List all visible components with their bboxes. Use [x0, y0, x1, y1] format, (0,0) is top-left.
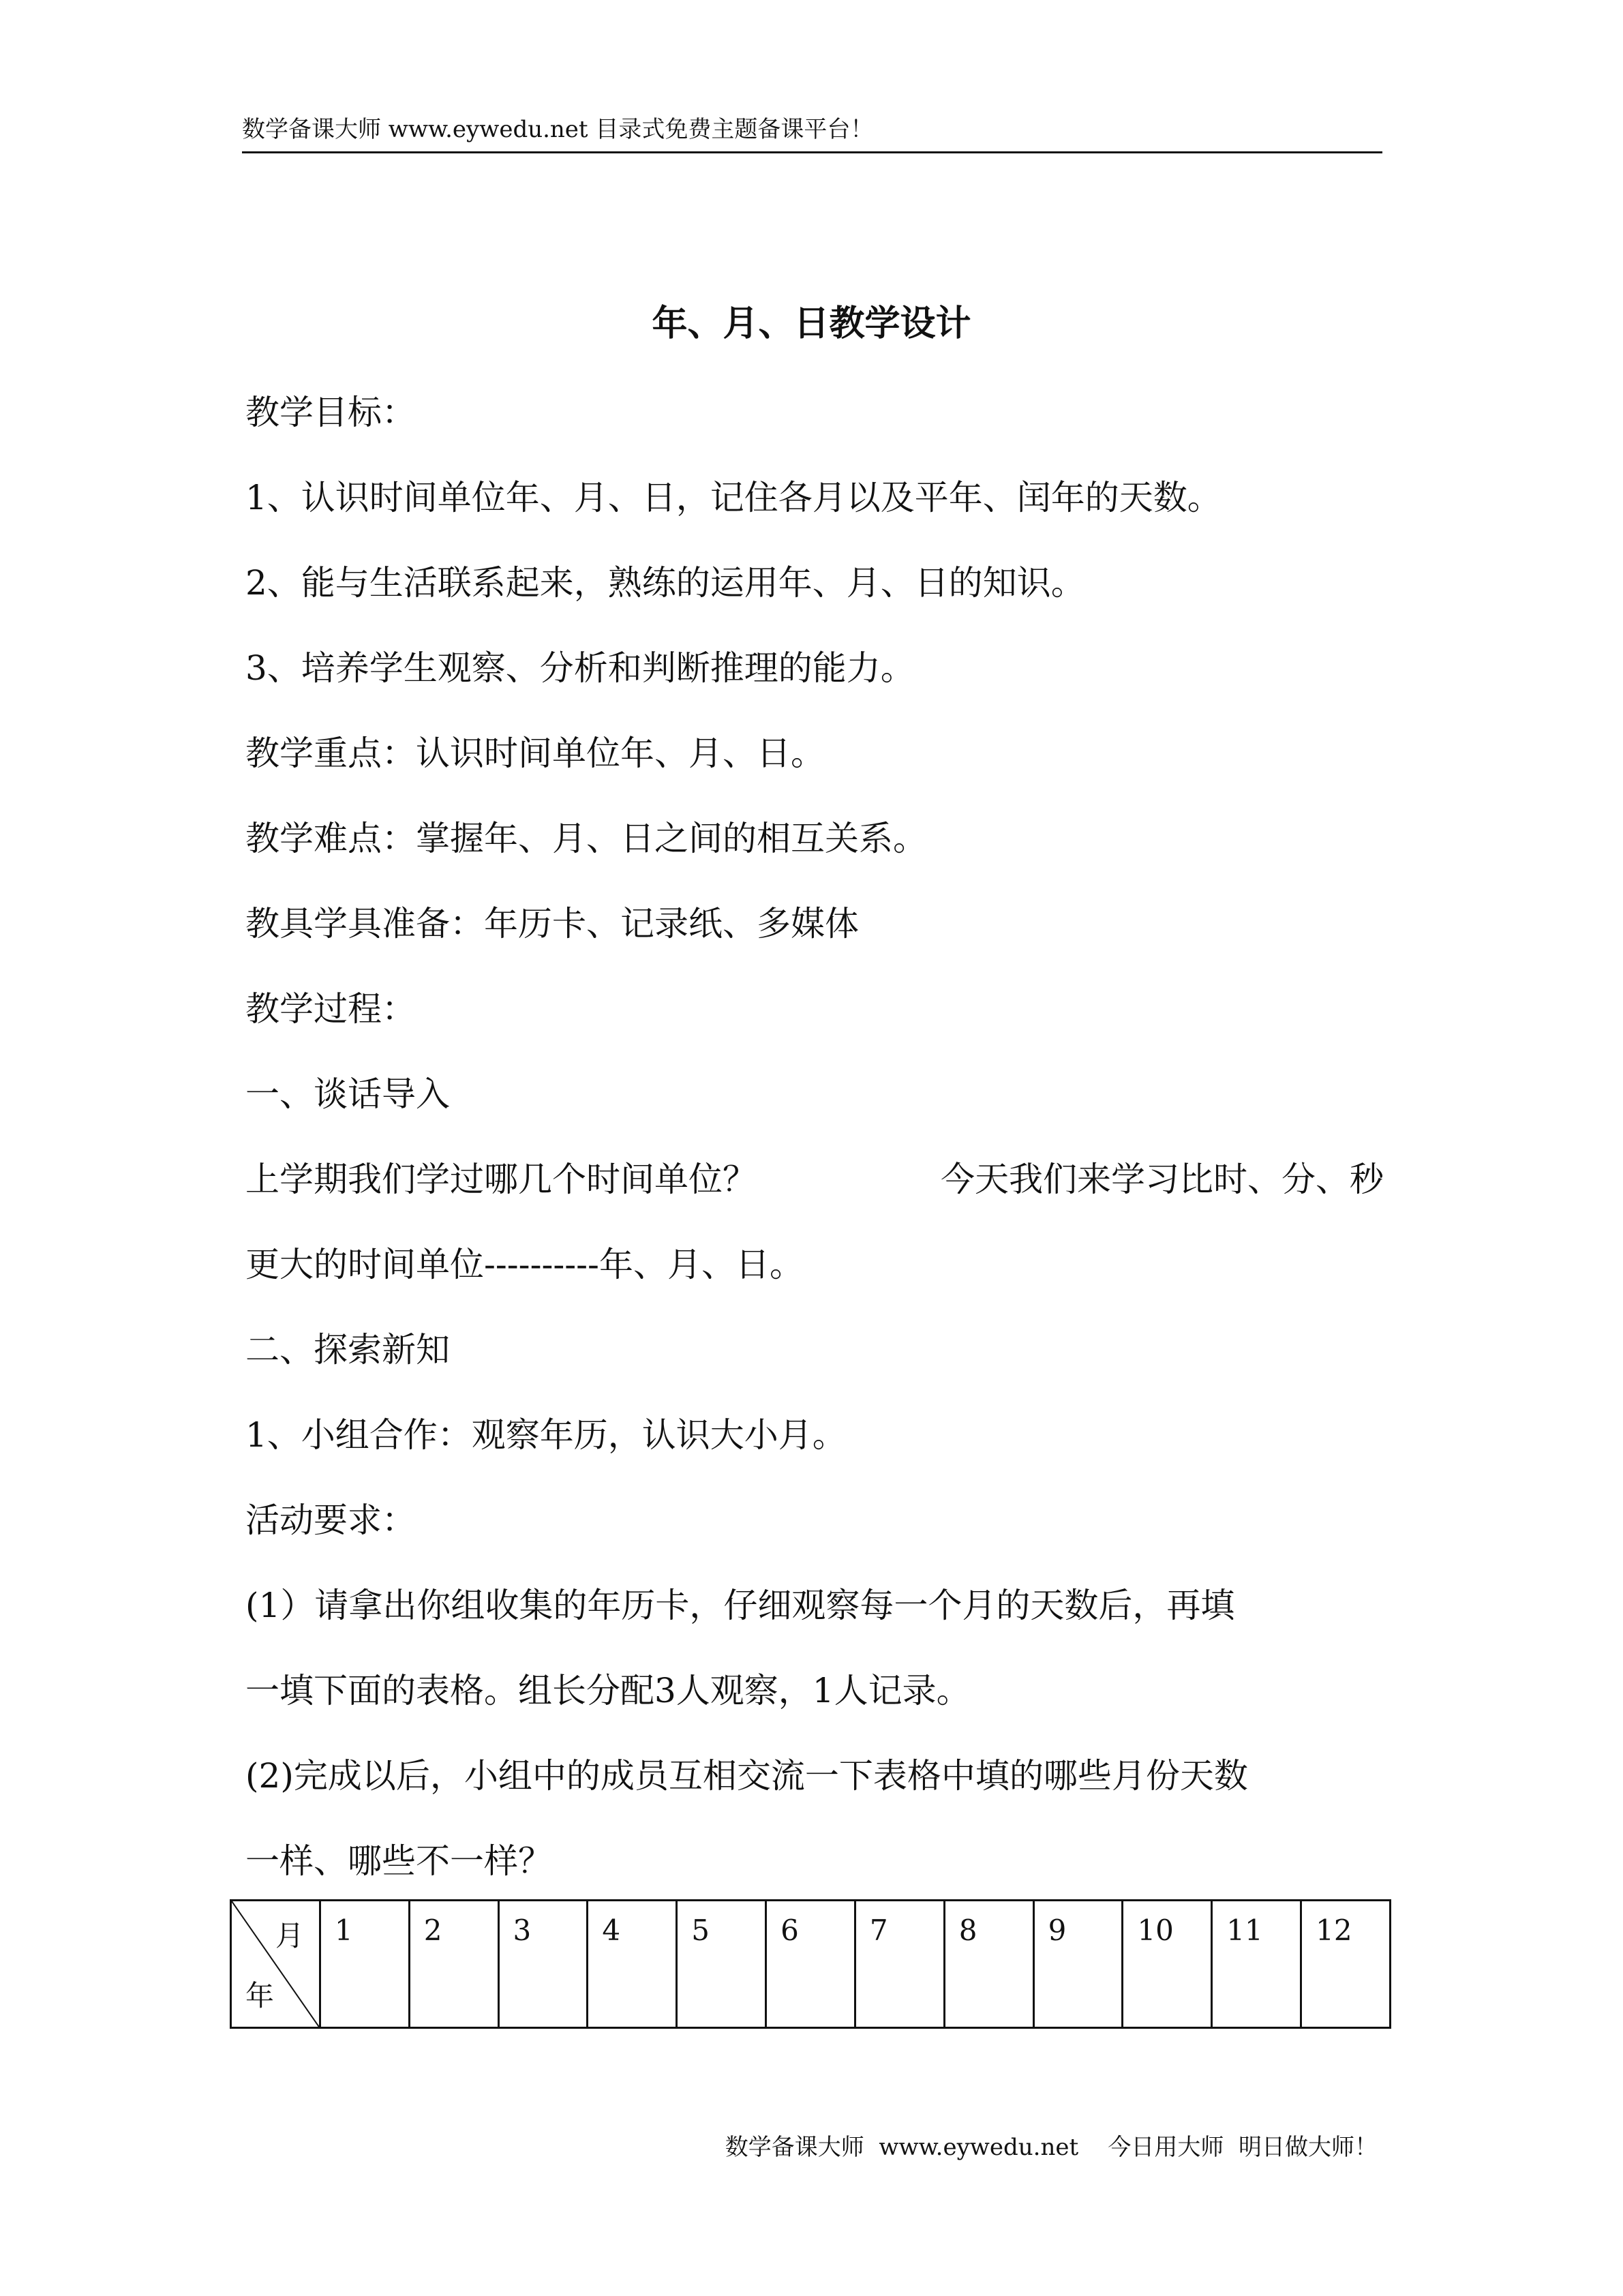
- objective-1: 1、认识时间单位年、月、日，记住各月以及平年、闰年的天数。: [245, 478, 1222, 517]
- month-cell[interactable]: 8: [944, 1901, 1033, 2028]
- page-footer: 数学备课大师 www.eywedu.net 今日用大师 明日做大师！: [725, 2134, 1378, 2161]
- key-point: 教学重点：认识时间单位年、月、日。: [245, 734, 825, 773]
- activity-requirements-heading: 活动要求：: [245, 1500, 416, 1540]
- section-heading-process: 教学过程：: [245, 989, 416, 1029]
- month-cell[interactable]: 3: [498, 1901, 588, 2028]
- requirement-2-continued: 一样、哪些不一样？: [245, 1841, 552, 1881]
- intro-question: 上学期我们学过哪几个时间单位？: [245, 1160, 757, 1199]
- month-cell[interactable]: 5: [677, 1901, 766, 2028]
- requirement-1-continued: 一填下面的表格。组长分配3人观察，1人记录。: [245, 1671, 971, 1710]
- month-cell[interactable]: 12: [1301, 1901, 1391, 2028]
- month-cell[interactable]: 4: [588, 1901, 677, 2028]
- objective-2: 2、能与生活联系起来，熟练的运用年、月、日的知识。: [245, 563, 1085, 603]
- year-axis-label: 年: [245, 1979, 275, 2012]
- objective-3: 3、培养学生观察、分析和判断推理的能力。: [245, 648, 915, 688]
- materials: 教具学具准备：年历卡、记录纸、多媒体: [245, 904, 859, 943]
- group-work-item: 1、小组合作：观察年历，认识大小月。: [245, 1415, 847, 1455]
- section-heading-objectives: 教学目标：: [245, 393, 416, 432]
- document-body: [245, 382, 1384, 1916]
- month-cell[interactable]: 11: [1212, 1901, 1301, 2028]
- month-days-table: [230, 1899, 1391, 2029]
- month-cell[interactable]: 7: [855, 1901, 944, 2028]
- intro-paragraph-continued: 更大的时间单位----------年、月、日。: [245, 1245, 804, 1284]
- month-cell[interactable]: 6: [766, 1901, 855, 2028]
- step-1-heading: 一、谈话导入: [245, 1074, 450, 1114]
- table-row: [231, 1901, 1391, 2028]
- intro-paragraph: [245, 1149, 1384, 1234]
- requirement-1: (1）请拿出你组收集的年历卡，仔细观察每一个月的天数后，再填: [245, 1586, 1235, 1625]
- step-2-heading: 二、探索新知: [245, 1330, 450, 1370]
- month-cell[interactable]: 1: [320, 1901, 409, 2028]
- table-corner-cell: [231, 1901, 320, 2028]
- requirement-2: (2)完成以后，小组中的成员互相交流一下表格中填的哪些月份天数: [245, 1756, 1248, 1796]
- document-title: 年、月、日教学设计: [652, 303, 971, 344]
- month-axis-label: 月: [275, 1919, 304, 1952]
- difficult-point: 教学难点：掌握年、月、日之间的相互关系。: [245, 819, 927, 858]
- page-header: 数学备课大师 www.eywedu.net 目录式免费主题备课平台！: [242, 109, 1382, 153]
- month-cell[interactable]: 2: [409, 1901, 498, 2028]
- month-cell[interactable]: 9: [1033, 1901, 1123, 2028]
- intro-statement: 今天我们来学习比时、分、秒: [941, 1160, 1384, 1199]
- month-cell[interactable]: 10: [1123, 1901, 1212, 2028]
